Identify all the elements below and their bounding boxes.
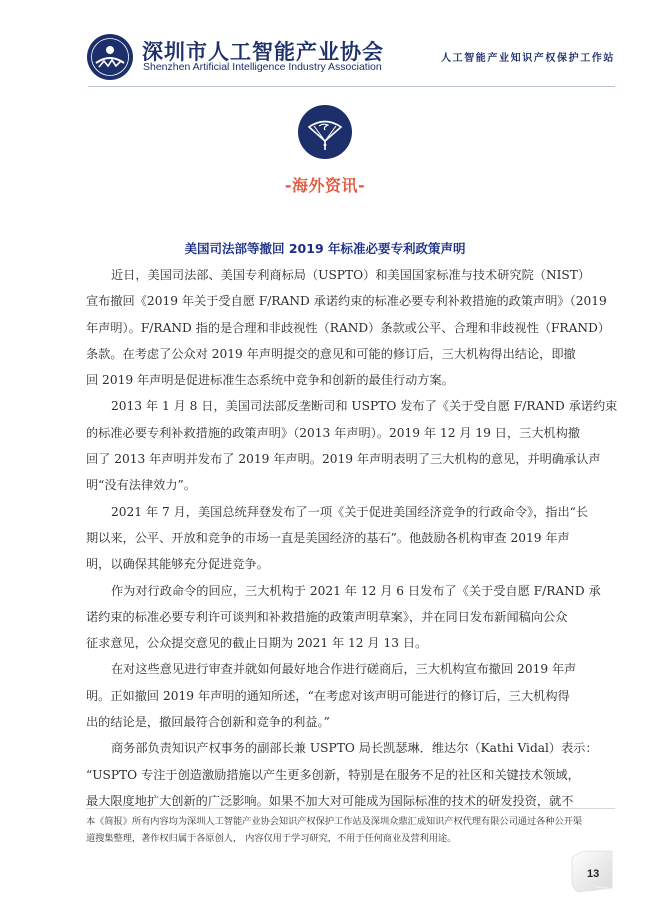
workstation-label: 人工智能产业知识产权保护工作站 (441, 53, 615, 64)
fan-icon (297, 104, 353, 160)
text-line: 年声明）。F/RAND 指的是合理和非歧视性（RAND）条款或公平、合理和非歧视性（FRAND） (86, 320, 611, 335)
text-line: 2021 年 7 月，美国总统拜登发布了一项《关于促进美国经济竞争的行政命令》，指出“长 (111, 504, 589, 519)
text-line: 宣布撤回《2019 年关于受自愿 F/RAND 承诺约束的标准必要专利补救措施的政策声明》（2019 (86, 294, 607, 309)
header-divider (88, 86, 615, 87)
text-line: 2013 年 1 月 8 日，美国司法部反垄断司和 USPTO 发布了《关于受自愿 F/RAND 承诺约束 (111, 399, 618, 414)
text-line: 条款。在考虑了公众对 2019 年声明提交的意见和可能的修订后，三大机构得出结论，即撤 (86, 346, 576, 361)
paragraph (86, 656, 588, 735)
paragraph (86, 262, 611, 393)
text-line: 回 2019 年声明是促进标准生态系统中竞争和创新的最佳行动方案。 (86, 373, 454, 388)
text-line: 征求意见，公众提交意见的截止日期为 2021 年 12 月 13 日。 (86, 636, 428, 651)
text-line: 商务部负责知识产权事务的副部长兼 USPTO 局长凯瑟琳．维达尔（Kathi Vidal）表示： (111, 741, 598, 756)
text-line: 明“没有法律效力”。 (86, 478, 196, 493)
text-line: 期以来，公平、开放和竞争的市场一直是美国经济的基石”。他鼓励各机构审查 2019 年声 (86, 530, 570, 545)
text-line: 明。正如撤回 2019 年声明的通知所述，“在考虑对该声明可能进行的修订后，三大机构得 (86, 688, 570, 703)
association-logo-icon (86, 33, 134, 81)
paragraph (86, 393, 618, 498)
paragraph (86, 735, 598, 814)
text-line: 回了 2013 年声明并发布了 2019 年声明。2019 年声明表明了三大机构的意见，并明确承认声 (86, 452, 601, 467)
copyright-note-line: 道搜集整理，著作权归属于各原创人， 内容仅用于学习研究，不用于任何商业及营利用途。 (86, 833, 457, 844)
text-line: “USPTO 专注于创造激励措施以产生更多创新，特别是在服务不足的社区和关键技术领域， (86, 767, 580, 782)
article-body (86, 262, 618, 814)
text-line: 在对这些意见进行审查并就如何最好地合作进行磋商后，三大机构宣布撤回 2019 年声 (111, 662, 577, 677)
copyright-note-line: 本《简报》所有内容均为深圳人工智能产业协会知识产权保护工作站及深圳众鼎汇成知识产权代理有限公司通过各种公开渠 (86, 816, 583, 827)
article-title: 美国司法部等撤回 2019 年标准必要专利政策声明 (184, 241, 466, 256)
text-line: 的标准必要专利补救措施的政策声明》（2013 年声明）。2019 年 12 月 19 日，三大机构撤 (86, 425, 581, 440)
copyright-note (86, 813, 626, 847)
organization-name-cn: 深圳市人工智能产业协会 (142, 40, 384, 64)
text-line: 作为对行政命令的回应，三大机构于 2021 年 12 月 6 日发布了《关于受自愿 F/RAND 承 (111, 583, 601, 598)
footer-divider (86, 808, 615, 809)
paragraph (86, 578, 601, 657)
text-line: 出的结论是，撤回最符合创新和竞争的利益。” (86, 715, 330, 730)
page-number: 13 (587, 868, 600, 880)
organization-name-en: Shenzhen Artificial Intelligence Industry Association (143, 61, 382, 73)
paragraph (86, 499, 588, 578)
text-line: 近日，美国司法部、美国专利商标局（USPTO）和美国国家标准与技术研究院（NIST） (111, 268, 591, 282)
section-title: -海外资讯- (284, 176, 366, 195)
text-line: 最大限度地扩大创新的广泛影响。如果不加大对可能成为国际标准的技术的研发投资，就不 (86, 793, 574, 808)
text-line: 明，以确保其能够充分促进竞争。 (86, 557, 269, 572)
text-line: 诺约束的标准必要专利许可谈判和补救措施的政策声明草案》，并在同日发布新闻稿向公众 (86, 609, 568, 624)
